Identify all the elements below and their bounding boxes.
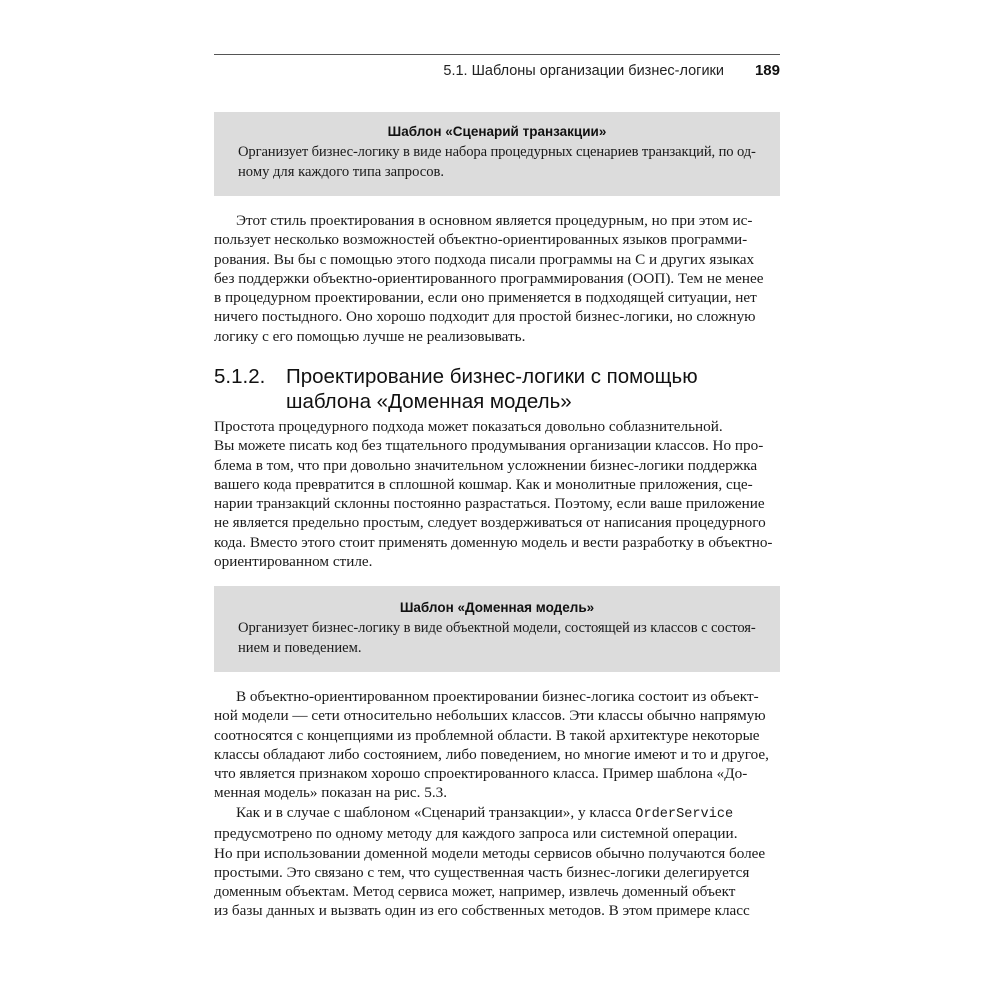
text-line: рования. Вы бы с помощью этого подхода писали программы на С и других языках — [214, 250, 755, 268]
text-line: Но при использовании доменной модели методы сервисов обычно получаются более — [214, 844, 766, 862]
text-line: Этот стиль проектирования в основном является процедурным, но при этом ис- — [236, 212, 753, 229]
text-line: Как и в случае с шаблоном «Сценарий транзакции», у класса OrderService — [236, 804, 734, 822]
text-line: доменным объектам. Метод сервиса может, например, извлечь доменный объект — [214, 883, 736, 901]
pattern-box-text — [238, 143, 756, 182]
pattern-box-text — [238, 619, 756, 658]
text-line: ной модели — сети относительно небольших классов. Эти классы обычно напрямую — [214, 707, 766, 725]
section-title-line: Проектирование бизнес-логики с помощью — [286, 365, 698, 388]
running-header — [214, 54, 780, 83]
section-title-line: шаблона «Доменная модель» — [286, 390, 572, 413]
section-heading — [214, 364, 780, 416]
text-line: классы обладают либо состоянием, либо поведением, но многие имеют и то и другое, — [214, 745, 769, 763]
text-line: что является признаком хорошо спроектированного класса. Пример шаблона «До- — [214, 765, 748, 783]
paragraph-2 — [214, 417, 780, 571]
section-number: 5.1.2. — [214, 365, 266, 388]
pattern-box-text-line: Организует бизнес-логику в виде набора процедурных сценариев транзакций, по од- — [238, 144, 756, 160]
page-number: 189 — [754, 62, 780, 79]
paragraph-1 — [214, 211, 780, 346]
text-line: из базы данных и вызвать один из его собственных методов. В этом примере класс — [214, 902, 750, 920]
text-line: В объектно-ориентированном проектировании бизнес-логика состоит из объект- — [236, 688, 759, 705]
text-line: блема в том, что при довольно значительном усложнении бизнес-логики поддержка — [214, 456, 758, 474]
pattern-box-domain-model — [214, 586, 780, 672]
text-line: без поддержки объектно-ориентированного программирования (ООП). Тем не менее — [214, 269, 764, 287]
pattern-box-title: Шаблон «Сценарий транзакции» — [387, 124, 607, 139]
text-line: не является предельно простым, следует воздерживаться от написания процедурного — [214, 514, 766, 532]
text-line: вашего кода превратится в сплошной кошмар. Как и монолитные приложения, сце- — [214, 475, 753, 493]
pattern-box-transaction-script — [214, 112, 780, 196]
text-line: простыми. Это связано с тем, что существенная часть бизнес-логики делегируется — [214, 863, 750, 881]
pattern-box-text-line: ному для каждого типа запросов. — [238, 163, 445, 180]
text-line: менная модель» показан на рис. 5.3. — [214, 784, 448, 802]
text-line: Простота процедурного подхода может показаться довольно соблазнительной. — [214, 418, 723, 435]
pattern-box-title: Шаблон «Доменная модель» — [399, 600, 595, 615]
text-line: кода. Вместо этого стоит применять доменную модель и вести разработку в объектно- — [214, 533, 773, 551]
text-line: ничего постыдного. Оно хорошо подходит для простой бизнес-логики, но сложную — [214, 308, 756, 326]
paragraph-3 — [214, 687, 780, 803]
pattern-box-text-line: нием и поведением. — [238, 639, 362, 656]
code-class-name: OrderService — [635, 807, 734, 822]
paragraph-4 — [214, 803, 780, 921]
pattern-box-text-line: Организует бизнес-логику в виде объектной модели, состоящей из классов с состоя- — [238, 620, 756, 636]
text-line: ориентированном стиле. — [214, 553, 373, 571]
text-line: пользует несколько возможностей объектно-ориентированных языков программи- — [214, 231, 748, 249]
text-line: в процедурном проектировании, если оно применяется в подходящей ситуации, нет — [214, 289, 757, 307]
text-line: Вы можете писать код без тщательного продумывания организации классов. Но про- — [214, 437, 764, 455]
text-line: соотносятся с концепциями из проблемной области. В такой архитектуре некоторые — [214, 726, 760, 744]
text-line: логику с его помощью лучше не реализовывать. — [214, 327, 526, 345]
section-title — [286, 364, 780, 414]
text-line: предусмотрено по одному методу для каждого запроса или системной операции. — [214, 825, 738, 843]
running-title: 5.1. Шаблоны организации бизнес-логики — [443, 63, 724, 79]
text-line: нарии транзакций склонны постоянно разрастаться. Поэтому, если ваше приложение — [214, 495, 765, 513]
